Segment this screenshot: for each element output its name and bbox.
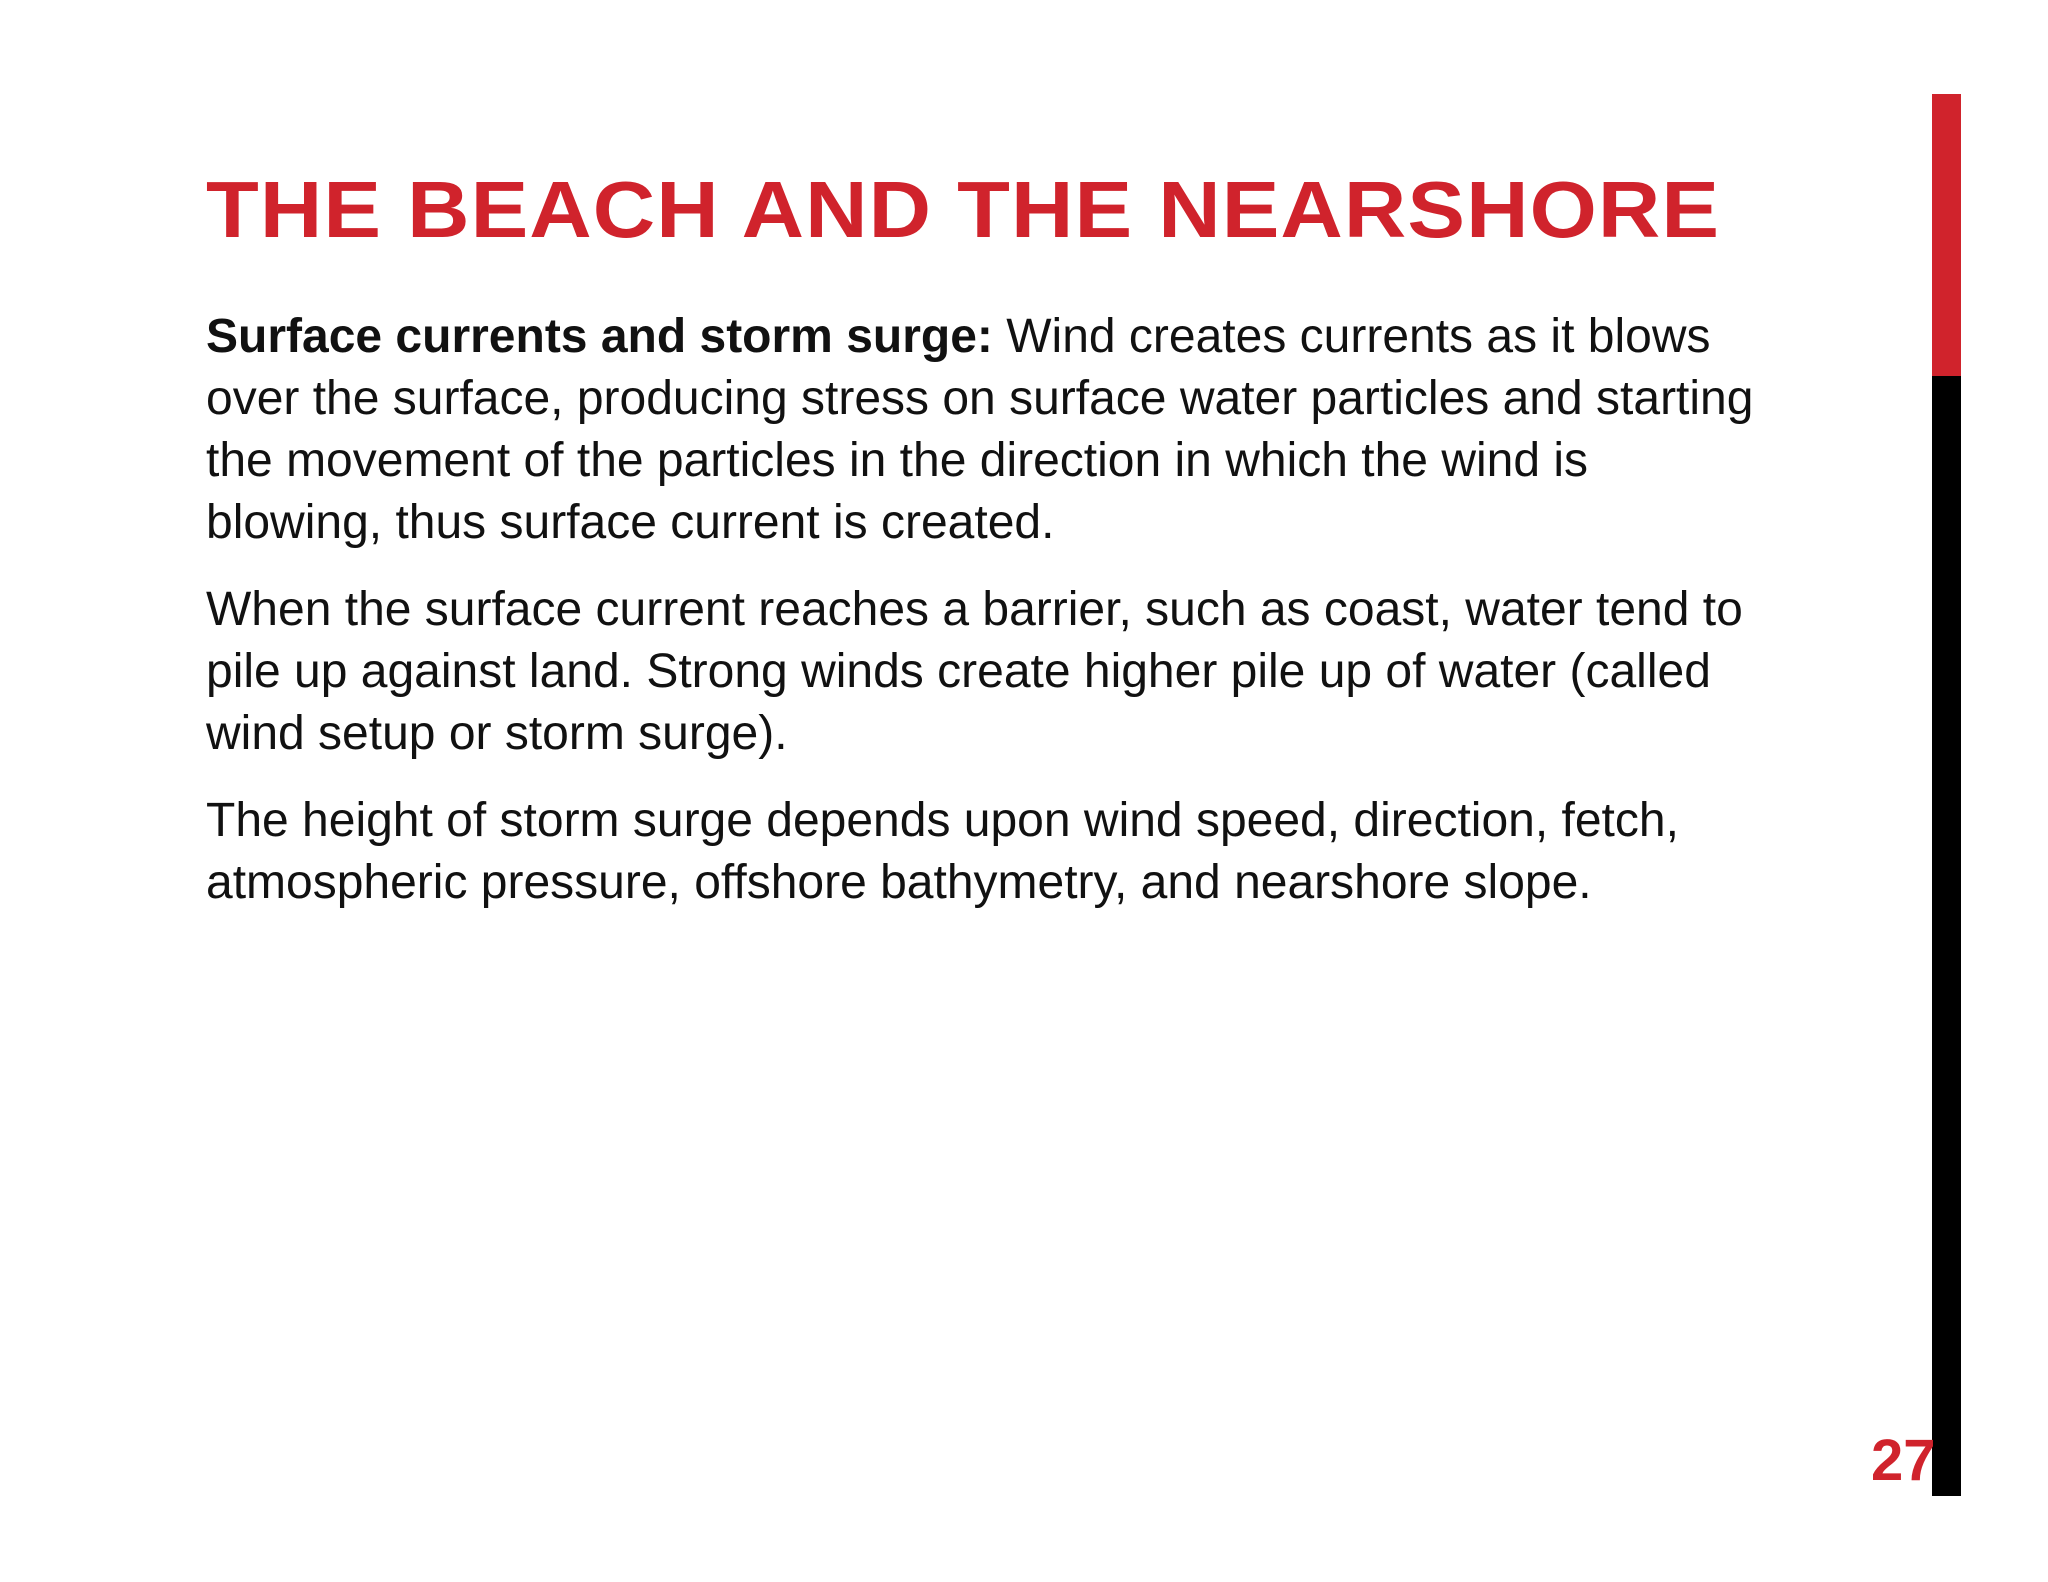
paragraph-line: pile up against land. Strong winds create higher pile up of water (called [206,645,1711,698]
slide-body [206,306,1906,939]
slide-title: THE BEACH AND THE NEARSHORE [206,165,1721,254]
paragraph-line: wind setup or storm surge). [206,707,788,760]
page-number: 27 [1871,1428,1936,1493]
paragraph-line: blowing, thus surface current is created. [206,496,1055,549]
paragraph-line: atmospheric pressure, offshore bathymetry, and nearshore slope. [206,856,1592,909]
accent-bar-red [1932,94,1961,376]
paragraph-line: When the surface current reaches a barrier, such as coast, water tend to [206,583,1743,636]
paragraph-line: Wind creates currents as it blows [992,310,1711,363]
paragraph-barrier [206,579,1906,765]
paragraph-lead: Surface currents and storm surge: [206,310,993,363]
paragraph-surface-currents [206,306,1906,554]
accent-bar-black [1932,376,1961,1496]
paragraph-line: the movement of the particles in the direction in which the wind is [206,434,1589,487]
paragraph-line: over the surface, producing stress on surface water particles and starting [206,372,1754,425]
paragraph-storm-surge-height [206,790,1906,914]
paragraph-line: The height of storm surge depends upon wind speed, direction, fetch, [206,794,1679,847]
